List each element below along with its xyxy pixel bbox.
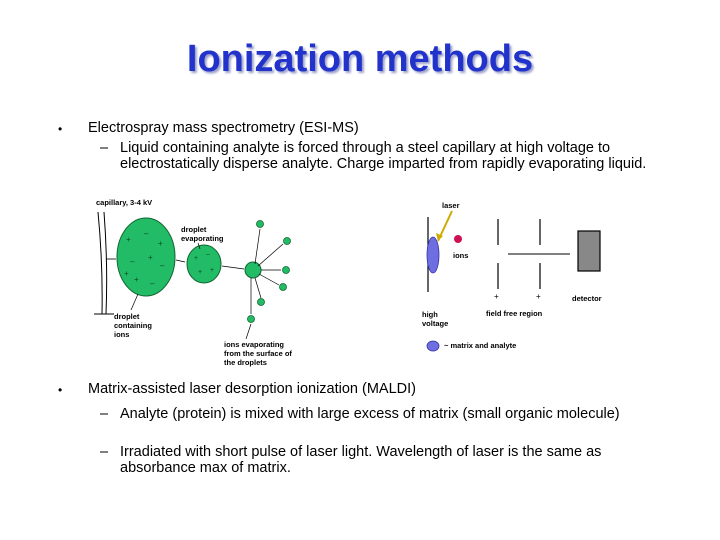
field-free-label: field free region [486,309,543,318]
svg-text:+: + [148,253,153,262]
laser-label: laser [442,201,460,210]
high-voltage-label-1: high [422,310,438,319]
legend-matrix-icon [427,341,439,351]
dash-symbol: – [100,406,109,422]
droplet-containing-label-3: ions [114,330,130,339]
bullet-symbol: • [58,122,63,136]
ions-label: ions [453,251,469,260]
svg-text:+: + [124,269,129,278]
svg-text:–: – [130,257,135,266]
svg-text:–: – [144,229,149,238]
ions-evaporating-label-3: the droplets [224,358,267,367]
droplet-containing-label-2: containing [114,321,152,330]
maldi-diagram [408,197,613,357]
svg-text:–: – [160,261,165,270]
svg-text:+: + [494,292,499,301]
capillary-label: capillary, 3-4 kV [96,198,153,207]
legend-label: ~ matrix and analyte [444,341,517,350]
droplet-evaporating-label-1: droplet [181,225,207,234]
dash-symbol: – [100,140,109,156]
small-droplet-icon [245,262,261,278]
droplet-containing-label-1: droplet [114,312,140,321]
bullet-heading-esi: Electrospray mass spectrometry (ESI-MS) [88,120,359,136]
slide-title: Ionization methods [186,38,534,80]
bullet-heading-maldi: Matrix-assisted laser desorption ionization (MALDI) [88,381,416,397]
medium-droplet-icon [187,245,221,283]
detector-label: detector [572,294,602,303]
detector-icon [578,231,600,271]
svg-text:+: + [210,267,215,274]
svg-text:+: + [126,235,131,244]
dash-symbol: – [100,444,109,460]
esi-diagram [86,194,301,369]
svg-text:+: + [536,292,541,301]
svg-text:+: + [134,275,139,284]
ions-evaporating-label-2: from the surface of [224,349,292,358]
droplet-evaporating-label-2: evaporating [181,234,224,243]
sub-bullet-text: Liquid containing analyte is forced through a steel capillary at high voltage to electrostatically disperse analyte. Charge imparted from rapidly evaporating liquid. [120,140,647,172]
svg-text:+: + [158,239,163,248]
ions-evaporating-label-1: ions evaporating [224,340,285,349]
svg-text:–: – [206,251,210,258]
svg-text:+: + [198,269,203,276]
capillary-icon [94,212,114,314]
matrix-sample-icon [427,237,439,273]
sub-bullet-text: Irradiated with short pulse of laser light. Wavelength of laser is the same as absorbance max of matrix. [120,444,602,476]
ion-icon [454,235,462,243]
bullet-symbol: • [58,383,63,397]
sub-bullet-text: Analyte (protein) is mixed with large excess of matrix (small organic molecule) [120,406,620,422]
high-voltage-label-2: voltage [422,319,449,328]
svg-text:–: – [150,279,155,288]
svg-text:+: + [194,255,199,262]
